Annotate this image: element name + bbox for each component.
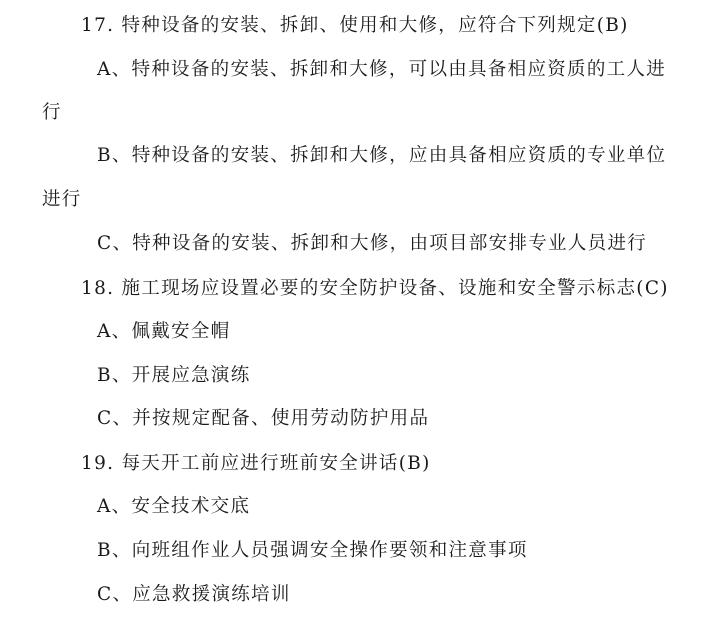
question-17-option-a: A、特种设备的安装、拆卸和大修，可以由具备相应资质的工人进 [97,59,667,80]
question-17-option-a-continued: 行 [42,102,62,123]
question-17-stem: 17. 特种设备的安装、拆卸、使用和大修，应符合下列规定(B) [81,15,629,36]
question-19-option-b: B、向班组作业人员强调安全操作要领和注意事项 [97,540,528,561]
question-17-option-b: B、特种设备的安装、拆卸和大修，应由具备相应资质的专业单位 [97,145,667,166]
question-17-option-c: C、特种设备的安装、拆卸和大修，由项目部安排专业人员进行 [97,233,648,254]
question-19-option-a: A、安全技术交底 [97,496,251,517]
question-18-option-a: A、佩戴安全帽 [97,321,231,342]
question-18-option-c: C、并按规定配备、使用劳动防护用品 [97,408,430,429]
question-17-option-b-continued: 进行 [42,189,82,210]
question-18-option-b: B、开展应急演练 [97,365,251,386]
question-19-stem: 19. 每天开工前应进行班前安全讲话(B) [81,453,431,474]
question-18-stem: 18. 施工现场应设置必要的安全防护设备、设施和安全警示标志(C) [81,278,669,299]
question-19-option-c: C、应急救援演练培训 [97,584,291,605]
